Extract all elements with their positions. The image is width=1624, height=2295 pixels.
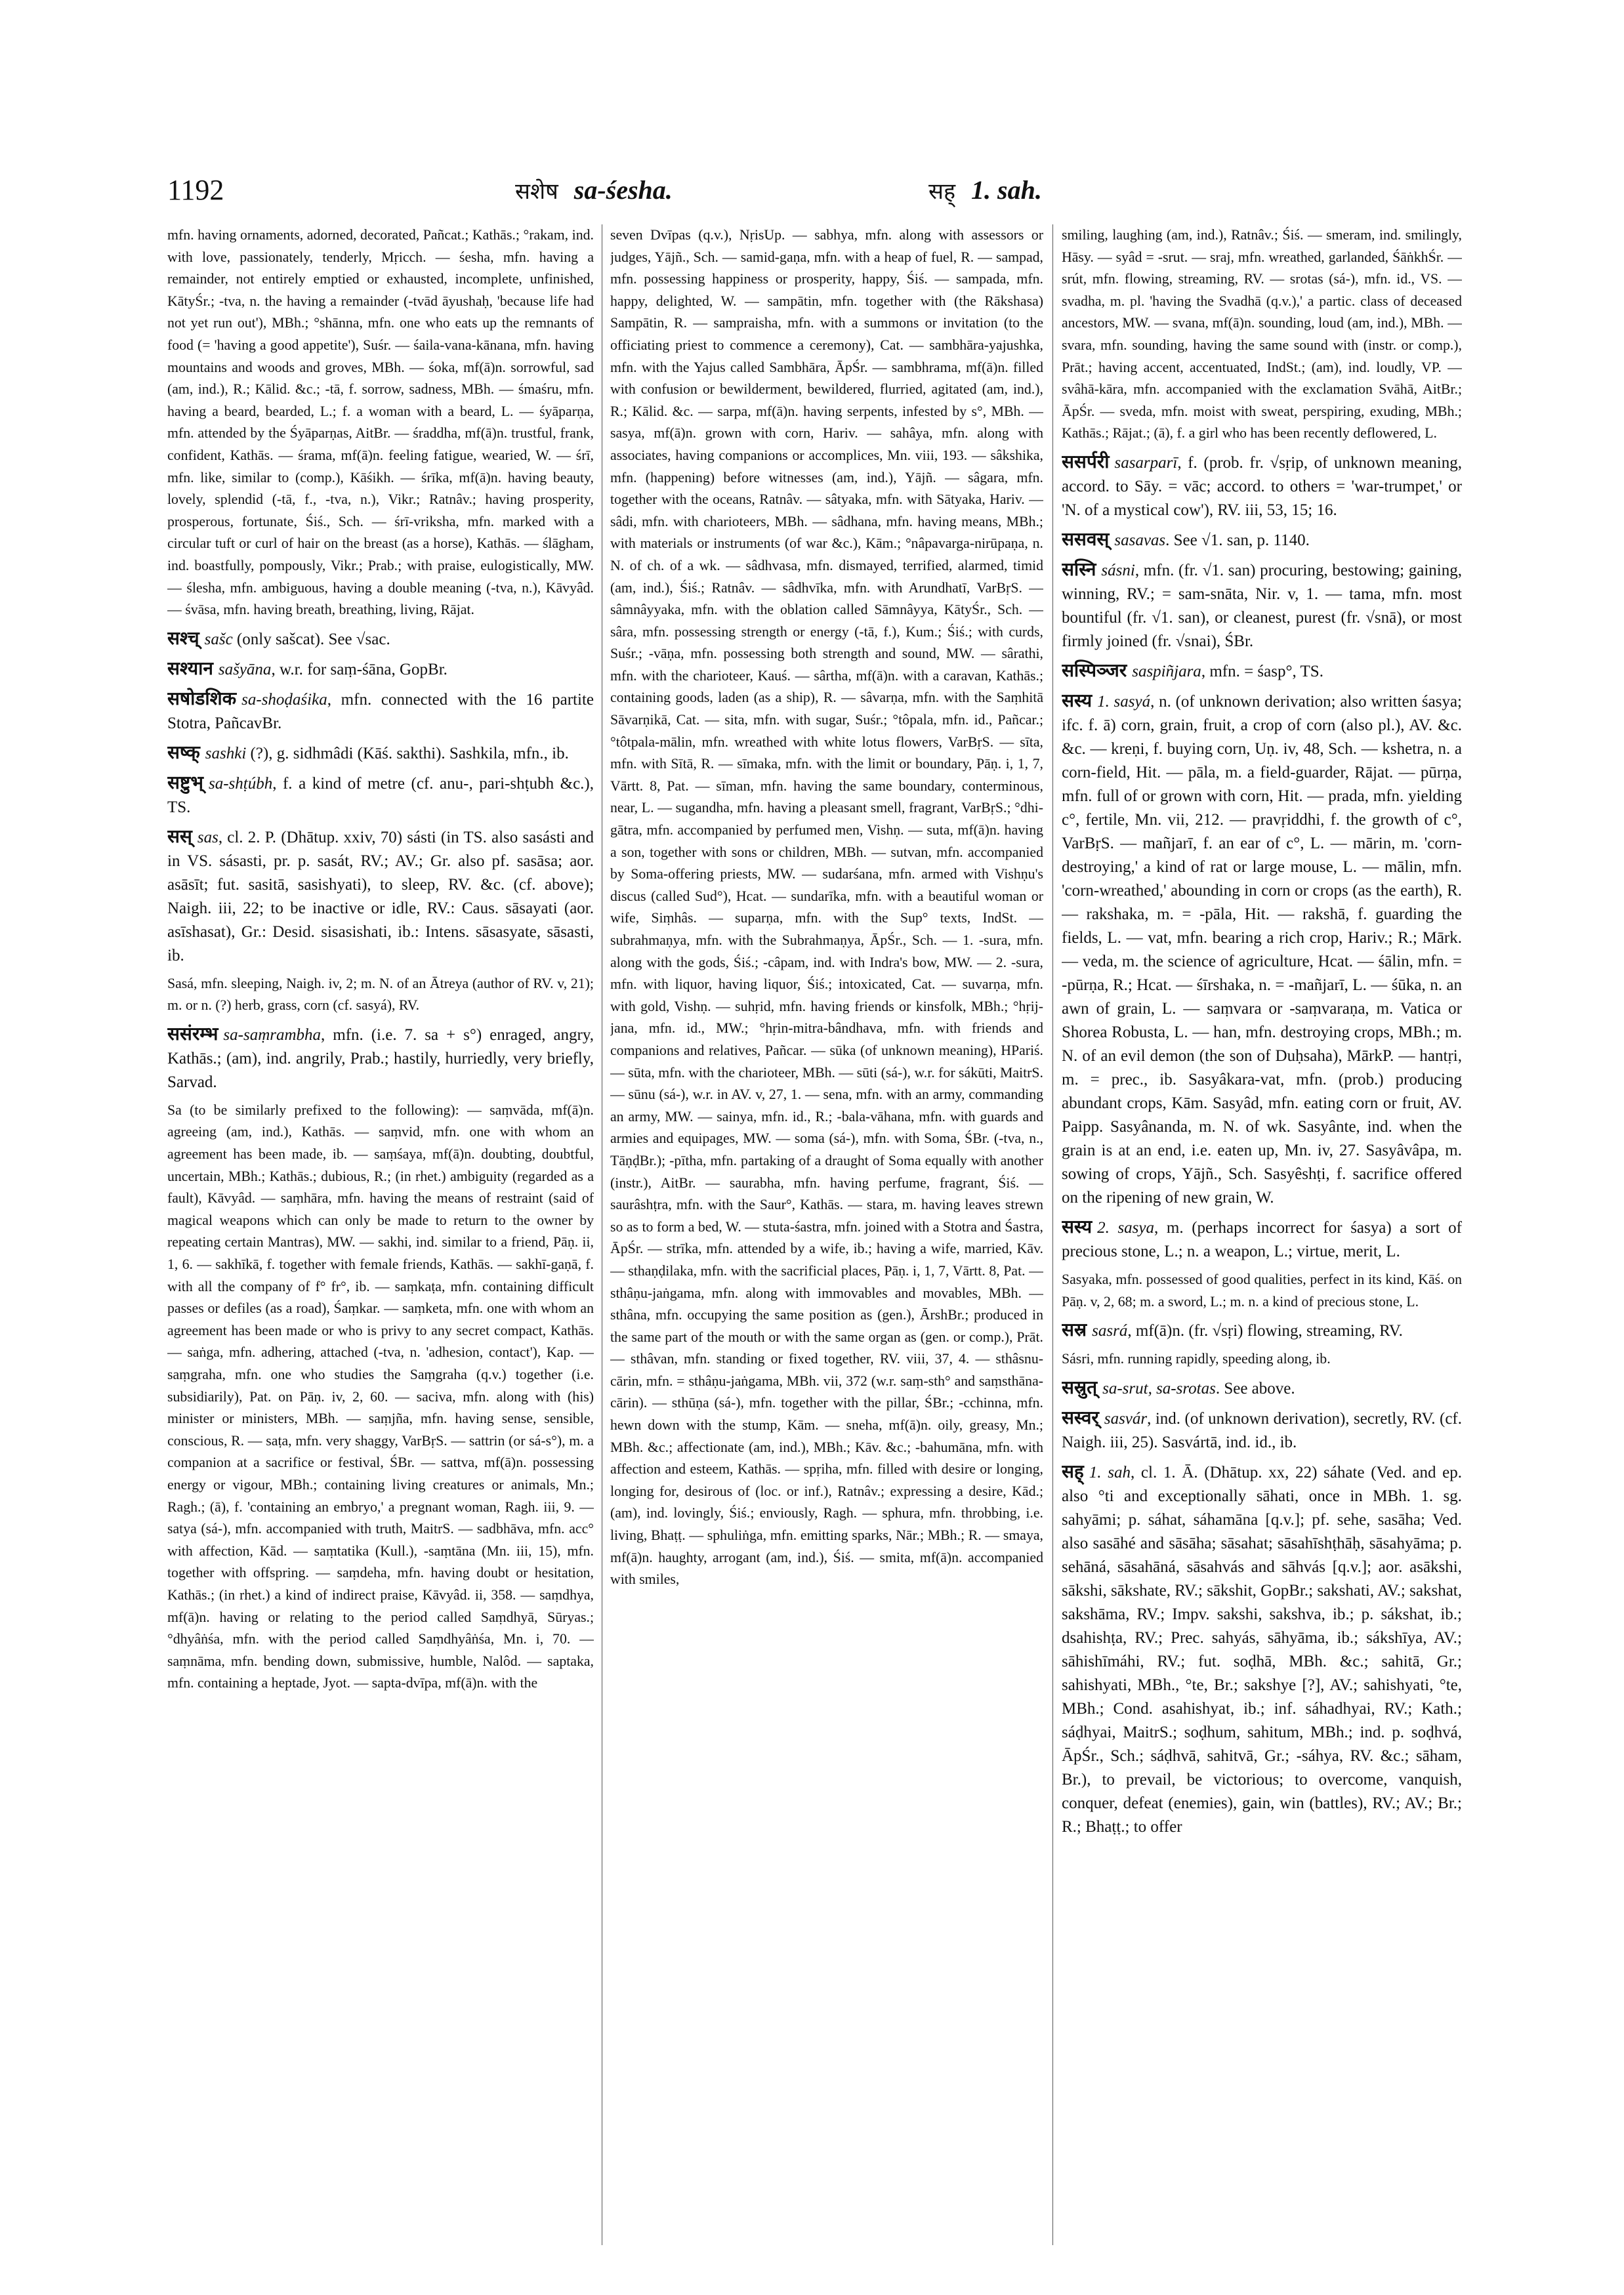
entry-definition: . See above. [1215, 1379, 1295, 1397]
entry-paragraph: Sasá, mfn. sleeping, Naigh. iv, 2; m. N. of an Ātreya (author of RV. v, 21); m. or n. (?) herb, grass, corn (cf. sasyá), RV. [167, 975, 594, 1014]
column-3 [1062, 224, 1462, 2245]
headword-devanagari: सषोडशिक [167, 687, 237, 709]
entry-definition: , mfn. (fr. √1. san) procuring, bestowing; gaining, winning, RV.; = sam-snāta, Nir. v, 1. — tama, mfn. most bountiful (fr. √1. san), or cleanest, purest (fr. √snā), or most firmly joined (fr. √snai), ŚBr. [1062, 561, 1462, 650]
headword-transliteration: saspiñjara [1132, 662, 1201, 680]
dictionary-entry [1062, 1406, 1462, 1455]
entry-paragraph: Sásri, mfn. running rapidly, speeding along, ib. [1062, 1351, 1331, 1367]
entry-definition: , cl. 2. P. (Dhātup. xxiv, 70) sásti (in TS. also sasásti and in VS. sásasti, pr. p. sasát, RV.; AV.; Gr. also pf. sasāsa; aor. asāsīt; fut. sasitā, sasishyati), to sleep, RV. &c. (cf. above); Naigh. iii, 22; to be inactive or idle, RV.: Caus. sāsayati (aor. asīshasat), Gr.: Desid. sisasishati, ib.: Intens. sāsasyate, sāsasti, ib. [167, 828, 594, 964]
column-divider [1052, 224, 1053, 2245]
headword-transliteration: sasarparī [1114, 453, 1178, 472]
headword-transliteration: sasvár [1104, 1409, 1148, 1428]
headword-devanagari: सह् [1062, 1460, 1084, 1482]
dictionary-entry [167, 687, 594, 735]
entry-definition: , n. (of unknown derivation; also written śasya; ifc. f. ā) corn, grain, fruit, a crop of corn (also pl.), AV. &c. &c. — kreṇi, f. buying corn, Uṇ. iv, 48, Sch. — kshetra, n. a corn-field, Hit. — pāla, m. a field-guarder, Rājat. — pūrṇa, mfn. full of or grown with corn, Hit. — prada, mfn. yielding c°, fertile, Mn. vii, 212. — pravṛiddhi, f. the growth of c°, VarBṛS. — mañjarī, f. an ear of c°, L. — mārin, m. 'corn-destroying,' a kind of rat or large mouse, L. — mālin, mfn. 'corn-wreathed,' abounding in corn or crops (as the earth), R. — rakshaka, m. = -pāla, Hit. — rakshā, f. guarding the fields, L. — vat, mfn. bearing a rich crop, Hariv.; R.; Mārk. — veda, m. the science of agriculture, Hcat. — śālin, mfn. = -pūrṇa, R.; Hcat. — śīrshaka, n. = -mañjarī, L. — śūka, n. an awn of grain, L. — saṃvara or -saṃvaraṇa, m. Vatica or Shorea Robusta, L. — han, mfn. destroying crops, MBh.; m. N. of an evil demon (the son of Duḥsaha), MārkP. — hantṛi, m. = prec., ib. Sasyâkara-vat, mfn. (prob.) producing abundant crops, Kām. Sasyâd, mfn. eating corn or fruit, AV. Paipp. Sasyânanda, m. N. of wk. Sasyânte, ind. when the grain is at an end, i.e. eaten up, Mn. iv, 27. Sasyâvâpa, m. sowing of crops, Yājñ., Sch. Sasyêshṭi, f. sacrifice offered on the ripening of new grain, W. [1062, 692, 1462, 1207]
headword-transliteration: sašyāna [218, 660, 272, 678]
dictionary-entry [1062, 1376, 1462, 1401]
headword-devanagari: ससवस् [1062, 527, 1110, 550]
entry-definition: , mfn. = śasp°, TS. [1201, 662, 1323, 680]
headword-transliteration: sashki [205, 744, 247, 762]
headword-transliteration: sasavas [1114, 531, 1166, 549]
entry-paragraph: smiling, laughing (am, ind.), Ratnâv.; Śiś. — smeram, ind. smilingly, Hāsy. — syâd = -srut. — sraj, mfn. wreathed, garlanded, ŚāṅkhŚr. — srút, mfn. flowing, streaming, RV. — srotas (sá-), mfn. id., VS. — svadha, m. pl. 'having the Svadhā (q.v.),' a partic. class of deceased ancestors, MW. — svana, mf(ā)n. sounding, loud (am, ind.), MBh. — svara, mfn. sounding, having the same sound with (instr. or comp.), Prāt.; having accent, accentuated, IndSt.; (am), ind. loudly, VP. — svâhā-kāra, mfn. accompanied with the exclamation Svāhā, AitBr.; ĀpŚr. — sveda, mfn. moist with sweat, perspiring, exuding, MBh.; Kathās.; Rājat.; (ā), f. a girl who has been recently deflowered, L. [1062, 227, 1462, 442]
headword-transliteration: sa-shṭúbh [208, 774, 273, 793]
entry-definition: , mfn. connected with the 16 partite Stotra, PañcavBr. [167, 690, 594, 732]
entry-paragraph: mfn. having ornaments, adorned, decorated, Pañcat.; Kathās.; °rakam, ind. with love, passionately, tenderly, Mṛicch. — śesha, mfn. having a remainder, not entirely emptied or exhausted, incomplete, unfinished, KātyŚr.; -tva, n. the having a remainder (-tvād āyushaḥ, 'because life had not yet run out'), MBh.; °shānna, mfn. one who eats up the remnants of food (= 'having a good appetite'), Suśr. — śaila-vana-kānana, mfn. having mountains and woods and groves, MBh. — śoka, mf(ā)n. sorrowful, sad (am, ind.), R.; Kālid. &c.; -tā, f. sorrow, sadness, MBh. — śmaśru, mfn. having a beard, bearded, L.; f. a woman with a beard, L. — śyāparṇa, mfn. attended by the Śyāparṇas, AitBr. — śraddha, mf(ā)n. trustful, frank, confident, Kathās. — śrama, mf(ā)n. feeling fatigue, wearied, W. — śrī, mfn. like, similar to (comp.), Kāśikh. — śrīka, mf(ā)n. having beauty, lovely, splendid (-tā, f., -tva, n.), Vikr.; Ratnâv.; having prosperity, prosperous, fortunate, Śiś., Sch. — śrī-vriksha, mfn. marked with a circular tuft or curl of hair on the breast (as a horse), Kathās. — ślāgham, ind. boastfully, pompously, Vikr.; Prab.; with praise, eulogistically, MW. — ślesha, mfn. ambiguous, having a double meaning (-tva, n.), Kāvyâd. — śvāsa, mfn. having breath, breathing, living, Rājat. [167, 227, 594, 618]
entry-paragraph: Sa (to be similarly prefixed to the following): — saṃvāda, mf(ā)n. agreeing (am, ind.), Kathās. — saṃvid, mfn. one with whom an agreement has been made, ib. — saṃśaya, mf(ā)n. doubting, doubtful, uncertain, MBh.; Kathās.; dubious, R.; (in rhet.) ambiguity (regarded as a fault), Kāvyâd. — saṃhāra, mfn. having the means of restraint (said of magical weapons which can only be made to return to the owner by repeating certain Mantras), MW. — sakhi, ind. similar to a friend, Pāṇ. ii, 1, 6. — sakhīkā, f. together with female friends, Kathās. — sakhī-gaṇā, f. with all the company of f° fr°, ib. — saṃkaṭa, mfn. containing difficult passes or defiles (as a road), Śaṃkar. — saṃketa, mfn. one with whom an agreement has been made or who is privy to any secret compact, Kathās. — saṅga, mfn. adhering, attached (-tva, n. 'adhesion, contact'), Kap. — saṃgraha, mfn. one who studies the Saṃgraha (q.v.) together (i.e. subsidiarily), Pat. on Pāṇ. iv, 2, 60. — saciva, mfn. along with (his) minister or ministers, MBh. — saṃjña, mfn. having sense, sensible, conscious, R. — saṭa, mfn. very shaggy, VarBṛS. — sattrin (or sá-s°), m. a companion at a sacrifice or festival, ŚBr. — sattva, mf(ā)n. possessing energy or vigour, MBh.; containing living creatures or animals, Mn.; Ragh.; (ā), f. 'containing an embryo,' a pregnant woman, Ragh. iii, 9. — satya (sá-), mfn. accompanied with truth, MaitrS. — sadbhāva, mfn. acc° with affection, Kād. — saṃtatika (Kull.), -saṃtāna (Mn. iii, 15), mfn. together with offspring. — saṃdeha, mfn. having doubt or hesitation, Kathās.; (in rhet.) a kind of indirect praise, Kāvyâd. ii, 358. — saṃdhya, mf(ā)n. having or relating to the period called Saṃdhyā, Sūryas.; °dhyâṅśa, mfn. with the period called Saṃdhyâṅśa, Mn. i, 70. — saṃnāma, mfn. bending down, submissive, humble, Nalôd. — saptaka, mfn. containing a heptade, Jyot. — sapta-dvīpa, mf(ā)n. with the [167, 1102, 594, 1691]
headword-devanagari: सश्यान [167, 657, 213, 679]
dictionary-entry [1062, 450, 1462, 522]
entry-definition: , cl. 1. Ā. (Dhātup. xx, 22) sáhate (Ved. and ep. also °ti and exceptionally sāhati, once in MBh. 1. sg. sahyāmi; p. sáhat, sáhamāna [q.v.]; pf. sehe, sasāha; Ved. also sasāhé and sāsāha; sāsahat; sāsahīshṭhāḥ, sāsahyāma; p. sehāná, sāsahāná, sāsahvás and sāhvás [q.v.]; aor. asākshi, sākshi, sākshate, RV.; sākshit, GopBr.; sakshati, AV.; sakshat, sakshāma, RV.; Impv. sakshi, sakshva, ib.; p. sákshat, ib.; dsahishṭa, RV.; Prec. sahyás, sāhyāma, ib.; sákshīya, AV.; sāhishīmáhi, RV.; fut. soḍhā, MBh. &c.; sahitā, Gr.; sahishyati, MBh., °te, Br.; sakshye [?], AV.; sahishyati, °te, MBh.; Cond. asahishyat, ib.; inf. sáhadhyai, RV.; Kath.; sáḍhyai, MaitrS.; soḍhum, sahitum, MBh.; ind. p. soḍhvá, ĀpŚr., Sch.; sáḍhvā, sahitvā, Gr.; -sáhya, RV. &c.; sāham, Br.), to prevail, be victorious; to overcome, vanquish, conquer, defeat (enemies), gain, win (battles), RV.; AV.; Br.; R.; Bhaṭṭ.; to offer [1062, 1463, 1462, 1836]
headword-transliteration: sa-saṃrambha [223, 1025, 322, 1044]
dictionary-entry [1062, 659, 1462, 684]
entry-definition: , m. (perhaps incorrect for śasya) a sort of precious stone, L.; n. a weapon, L.; virtue, merit, L. [1062, 1218, 1462, 1260]
headword-devanagari: सस्वर् [1062, 1406, 1099, 1428]
dictionary-entry [1062, 1460, 1462, 1839]
headword-devanagari: सस्रुत् [1062, 1376, 1098, 1398]
headword-devanagari: सस्य [1062, 1215, 1093, 1237]
entry-definition: , f. (prob. fr. √sṛip, of unknown meaning, accord. to Sāy. = vāc; accord. to others = 'war-trumpet,' or 'N. of a mystical cow'), RV. iii, 53, 15; 16. [1062, 453, 1462, 519]
entry-paragraph: Sasyaka, mfn. possessed of good qualities, perfect in its kind, Kāś. on Pāṇ. v, 2, 68; m. a sword, L.; m. n. a kind of precious stone, L. [1062, 1271, 1462, 1310]
entry-paragraph: seven Dvīpas (q.v.), NṛisUp. — sabhya, mfn. along with assessors or judges, Yājñ., Sch. — samid-gaṇa, mfn. with a heap of fuel, R. — sampad, mfn. possessing happiness or prosperity, happy, Śiś. — sampada, mfn. happy, delighted, W. — sampātin, mfn. together with (the Rākshasa) Sampātin, R. — sampraisha, mfn. with a summons or invitation (to the officiating priest to commence a ceremony), Cat. — sambhāra-yajushka, mfn. with the Yajus called Sambhāra, ĀpŚr. — sambhrama, mf(ā)n. filled with confusion or bewilderment, bewildered, flurried, agitated (am, ind.), R.; Kālid. &c. — sarpa, mf(ā)n. having serpents, infested by s°, MBh. — sasya, mf(ā)n. grown with corn, Hariv. — sahâya, mfn. along with associates, having companions or accomplices, Mn. viii, 193. — sâkshika, mfn. (happening) before witnesses (am, ind.), Yājñ. — sâgara, mfn. together with the oceans, Ratnâv. — sâtyaka, mfn. with Sātyaka, Hariv. — sâdi, mfn. with charioteers, MBh. — sâdhana, mfn. having means, MBh.; with materials or instruments (of war &c.), Kām.; °nâpavarga-nirūpaṇa, n. N. of ch. of a wk. — sâdhvasa, mfn. dismayed, terrified, alarmed, timid (am, ind.), Śiś.; Ratnâv. — sâdhvīka, mfn. with Arundhatī, VarBṛS. — sâmnâyyaka, mfn. with the oblation called Sāmnâyya, KātyŚr., Sch. — sâra, mfn. possessing strength or energy (-tā, f.), Kum.; Śiś.; with curds, Suśr.; -vāṇa, mfn. possessing both strength and sound, MW. — sârathi, mfn. with the charioteer, Kauś. — sârtha, mf(ā)n. with a caravan, Kathās.; containing goods, laden (as a ship), R. — sâvarṇa, mfn. with the Saṃhitā Sāvarṇikā, Cat. — sita, mfn. with sugar, Suśr.; °tôpala, mfn. id., Pañcar.; °tôtpala-mālin, mfn. wreathed with white lotus flowers, VarBṛS. — sīta, mfn. with Sītā, R. — sīmaka, mfn. with the limit or boundary, Pāṇ. i, 1, 7, Vārtt. 8, Pat. — sīman, mfn. having the same boundary, conterminous, near, L. — sugandha, mfn. having a pleasant smell, fragrant, VarBṛS.; °dhi-gātra, mfn. accompanied by perfumed men, Vishṇ. — suta, mf(ā)n. having a son, together with sons or children, MBh. — sutvan, mfn. accompanied by Soma-offering priests, MW. — sudarśana, mfn. armed with Vishṇu's discus (called Sud°), Hcat. — sundarīka, mfn. with a beautiful woman or wife, Siṃhâs. — suparṇa, mfn. with the Sup° texts, IndSt. — subrahmaṇya, mfn. with the Subrahmaṇya, ĀpŚr., Sch. — 1. -sura, mfn. along with the gods, Śiś.; -câpam, ind. with Indra's bow, MW. — 2. -sura, mfn. with liquor, having liquor, Śiś.; intoxicated, Cat. — suvarṇa, mfn. with gold, Vishṇ. — suhṛid, mfn. having friends or kinsfolk, MBh.; °hṛij-jana, mfn. id., MW.; °hṛin-mitra-bândhava, mfn. with friends and companions and relatives, Pañcar. — sūka (of unknown meaning), HPariś. — sūta, mfn. with the charioteer, MBh. — sūti (sá-), w.r. for sákūti, MaitrS. — sūnu (sá-), w.r. in AV. v, 27, 1. — sena, mfn. with an army, commanding an army, MW. — sainya, mfn. id., R.; -bala-vāhana, mfn. with guards and armies and equipages, MW. — soma (sá-), mfn. with Soma, ŚBr. (-tva, n., TāṇḍBr.); -pītha, mfn. partaking of a draught of Soma equally with another (instr.), AitBr. — saurabha, mfn. having perfume, fragrant, Śiś. — saurâshṭra, mfn. with the Saur°, Kathās. — stara, m. having leaves strewn so as to form a bed, W. — stuta-śastra, mfn. joined with a Stotra and Śastra, ĀpŚr. — strīka, mfn. attended by a wife, ib.; having a wife, married, Kāv. — sthaṇḍilaka, mfn. with the sacrificial places, Pāṇ. i, 1, 7, Vārtt. 8, Pat. — sthâṇu-jaṅgama, mfn. along with immovables and movables, MBh. — sthâna, mfn. occupying the same position as (gen.), ĀrshBr.; produced in the same part of the mouth or with the same organ as (gen. or comp.), Prāt. — sthâvan, mfn. standing or fixed together, RV. viii, 37, 4. — sthâsnu-cārin, mfn. = sthâṇu-jaṅgama, MBh. vii, 372 (w.r. saṃ-sth° and saṃsthāna-cārin). — sthūṇa (sá-), mfn. together with the pillar, ŚBr.; -cchinna, mfn. hewn down with the stump, Kām. — sneha, mf(ā)n. oily, greasy, Mn.; MBh. &c.; affectionate (am, ind.), MBh.; Kāv. &c.; -bahumāna, mfn. with affection and esteem, Kathās. — spṛiha, mfn. filled with desire or longing, longing for, desirous of (loc. or inf.), Ratnâv.; expressing a desire, Kād.; (am), ind. lovingly, Śiś.; enviously, Ragh. — sphura, mfn. throbbing, i.e. living, Bhaṭṭ. — sphuliṅga, mfn. emitting sparks, Nār.; MBh.; R. — smaya, mf(ā)n. haughty, arrogant (am, ind.), Śiś. — smita, mf(ā)n. accompanied with smiles, [610, 227, 1043, 1588]
column-1 [167, 224, 594, 2245]
headword-transliteration: 1. sah [1089, 1463, 1131, 1481]
entry-definition: . See √1. san, p. 1140. [1165, 531, 1310, 549]
dictionary-entry [1062, 558, 1462, 653]
dictionary-entry [167, 657, 594, 682]
entry-definition: , ind. (of unknown derivation), secretly, RV. (cf. Naigh. iii, 25). Sasvártā, ind. id., ib. [1062, 1409, 1462, 1451]
headword-devanagari: सस्नि [1062, 558, 1096, 580]
entry-definition: (only sašcat). See √sac. [232, 630, 390, 648]
headword-devanagari: सस्र [1062, 1319, 1087, 1341]
dictionary-entry [1062, 1215, 1462, 1264]
headword-devanagari: सश्च् [167, 627, 199, 649]
running-head-right-devanagari: सह् [928, 178, 956, 205]
headword-devanagari: सस् [167, 825, 192, 847]
entry-definition: (?), g. sidhmâdi (Kāś. sakthi). Sashkila, mfn., ib. [246, 744, 569, 762]
dictionary-entry [167, 627, 594, 651]
headword-devanagari: सस्पिञ्जर [1062, 659, 1127, 681]
headword-transliteration: 1. sasyá [1097, 692, 1151, 711]
running-head-left [515, 172, 673, 210]
dictionary-entry [167, 825, 594, 968]
running-head-right-translit: 1. sah. [971, 175, 1042, 205]
headword-transliteration: sašc [204, 630, 233, 648]
entry-definition: , f. a kind of metre (cf. anu-, pari-shṭubh &c.), TS. [167, 774, 594, 816]
dictionary-entry [167, 741, 594, 766]
dictionary-entry [167, 1022, 594, 1094]
headword-transliteration: 2. sasya [1097, 1218, 1155, 1237]
dictionary-entry [1062, 1318, 1462, 1343]
headword-transliteration: sas [197, 828, 219, 846]
dictionary-entry [1062, 527, 1462, 552]
running-head-left-translit: sa-śesha. [573, 175, 673, 205]
headword-devanagari: ससर्परी [1062, 450, 1110, 472]
headword-devanagari: सस्य [1062, 689, 1093, 711]
column-2 [610, 224, 1043, 2245]
entry-definition: , w.r. for saṃ-śāna, GopBr. [271, 660, 448, 678]
entry-definition: , mf(ā)n. (fr. √sṛi) flowing, streaming, RV. [1127, 1322, 1403, 1340]
entry-definition: , mfn. (i.e. 7. sa + s°) enraged, angry, Kathās.; (am), ind. angrily, Prab.; hastily, hurriedly, very briefly, Sarvad. [167, 1025, 594, 1091]
running-head-right [928, 172, 1042, 210]
headword-transliteration: sa-srut, sa-srotas [1102, 1379, 1216, 1397]
page-header [167, 172, 1453, 211]
headword-devanagari: ससंरम्भ [167, 1022, 219, 1044]
headword-transliteration: sásni [1101, 561, 1135, 579]
running-head-left-devanagari: सशेष [515, 178, 558, 205]
headword-transliteration: sasrá [1092, 1322, 1128, 1340]
page-number: 1192 [167, 174, 224, 206]
headword-devanagari: सष्टुभ् [167, 771, 203, 793]
dictionary-entry [1062, 689, 1462, 1210]
dictionary-entry [167, 771, 594, 819]
headword-devanagari: सष्क् [167, 741, 200, 763]
headword-transliteration: sa-shoḍaśika [241, 690, 327, 709]
